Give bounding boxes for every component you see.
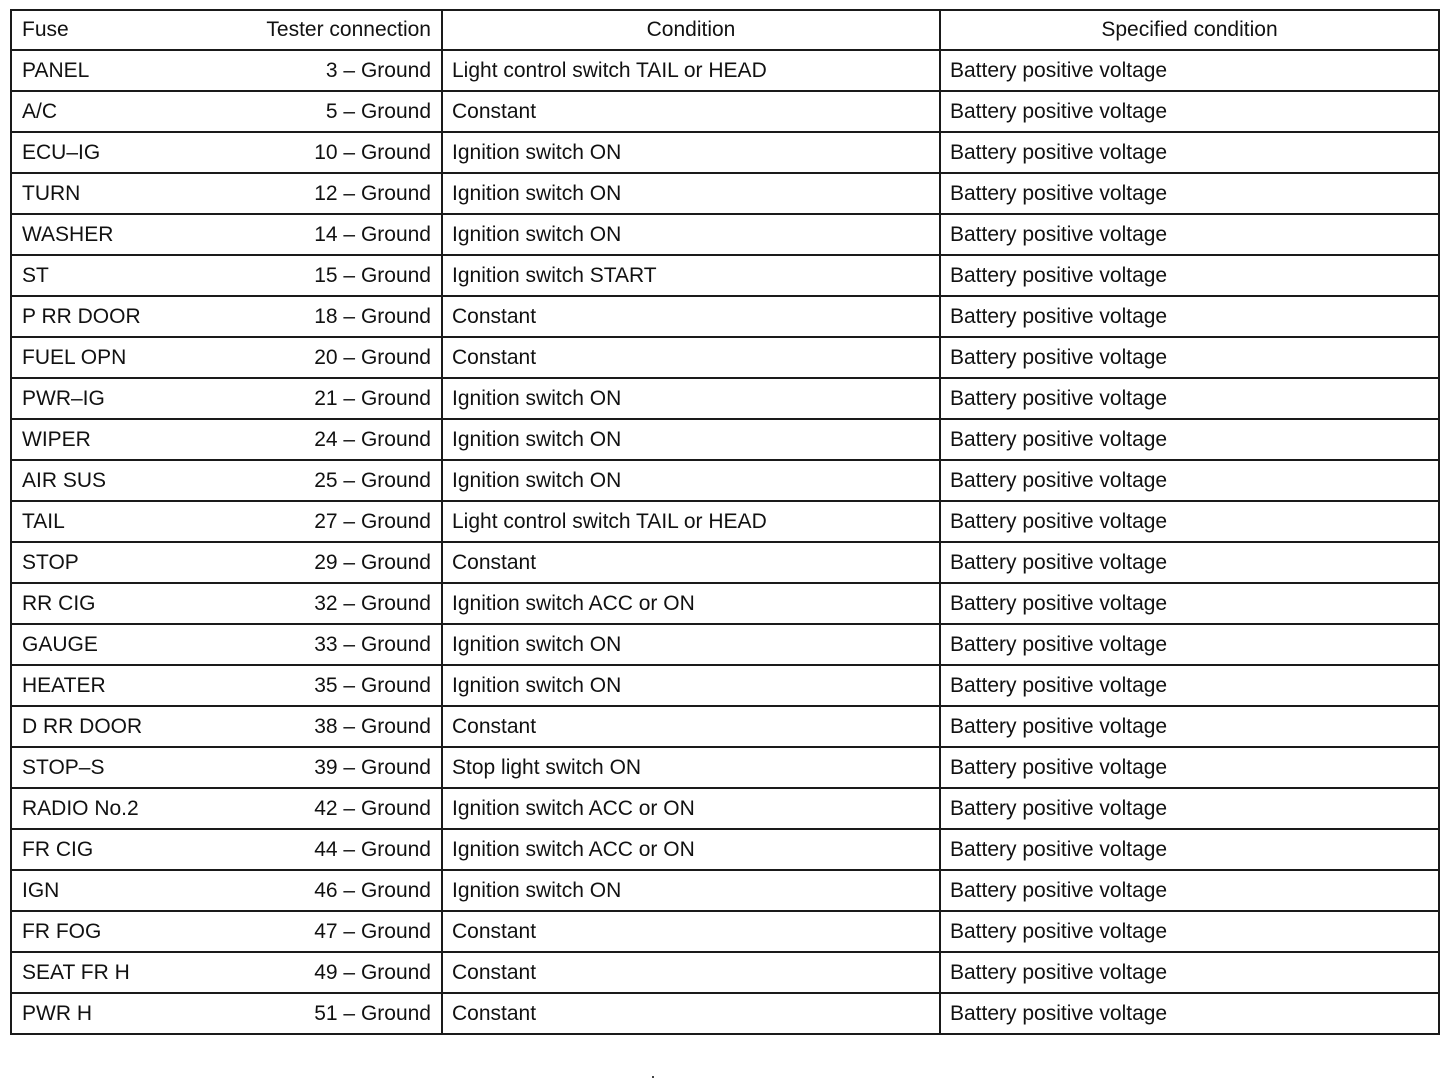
table-row — [11, 706, 1439, 747]
fuse-tester-cell — [11, 542, 442, 583]
tester-connection: 44 – Ground — [314, 837, 431, 861]
specified-condition-cell: Battery positive voltage — [940, 501, 1439, 542]
tester-connection: 14 – Ground — [314, 222, 431, 246]
fuse-inspection-table — [10, 9, 1440, 1035]
fuse-tester-cell — [11, 460, 442, 501]
tester-connection: 38 – Ground — [314, 714, 431, 738]
tester-connection: 47 – Ground — [314, 919, 431, 943]
tester-connection: 46 – Ground — [314, 878, 431, 902]
table-row — [11, 542, 1439, 583]
tester-connection: 29 – Ground — [314, 550, 431, 574]
fuse-name: ECU–IG — [22, 140, 101, 164]
fuse-name: FUEL OPN — [22, 345, 127, 369]
specified-condition-cell: Battery positive voltage — [940, 296, 1439, 337]
fuse-tester-cell — [11, 255, 442, 296]
condition-cell: Ignition switch ACC or ON — [442, 583, 940, 624]
fuse-tester-cell — [11, 214, 442, 255]
tester-connection: 20 – Ground — [314, 345, 431, 369]
condition-cell: Ignition switch ON — [442, 132, 940, 173]
tester-connection: 10 – Ground — [314, 140, 431, 164]
tester-connection: 42 – Ground — [314, 796, 431, 820]
fuse-name: RR CIG — [22, 591, 96, 615]
fuse-tester-cell — [11, 829, 442, 870]
fuse-name: STOP — [22, 550, 79, 574]
fuse-name: AIR SUS — [22, 468, 107, 492]
condition-cell: Constant — [442, 91, 940, 132]
tester-connection: 12 – Ground — [314, 181, 431, 205]
fuse-tester-cell — [11, 624, 442, 665]
fuse-inspection-table-container — [10, 9, 1438, 1035]
tester-connection: 27 – Ground — [314, 509, 431, 533]
fuse-name: IGN — [22, 878, 60, 902]
condition-cell: Constant — [442, 296, 940, 337]
table-row — [11, 214, 1439, 255]
tester-connection: 15 – Ground — [314, 263, 431, 287]
table-row — [11, 296, 1439, 337]
fuse-name: WASHER — [22, 222, 114, 246]
table-row — [11, 829, 1439, 870]
fuse-tester-cell — [11, 50, 442, 91]
specified-condition-cell: Battery positive voltage — [940, 911, 1439, 952]
condition-cell: Stop light switch ON — [442, 747, 940, 788]
specified-condition-cell: Battery positive voltage — [940, 337, 1439, 378]
tester-connection: 3 – Ground — [325, 58, 431, 82]
header-specified-condition: Specified condition — [940, 10, 1439, 50]
table-row — [11, 952, 1439, 993]
condition-cell: Constant — [442, 911, 940, 952]
specified-condition-cell: Battery positive voltage — [940, 993, 1439, 1034]
table-header-row — [11, 10, 1439, 50]
table-row — [11, 91, 1439, 132]
table-row — [11, 173, 1439, 214]
specified-condition-cell: Battery positive voltage — [940, 91, 1439, 132]
condition-cell: Light control switch TAIL or HEAD — [442, 501, 940, 542]
specified-condition-cell: Battery positive voltage — [940, 870, 1439, 911]
condition-cell: Ignition switch ON — [442, 460, 940, 501]
fuse-name: WIPER — [22, 427, 91, 451]
fuse-tester-cell — [11, 173, 442, 214]
table-row — [11, 378, 1439, 419]
fuse-name: TURN — [22, 181, 81, 205]
table-row — [11, 501, 1439, 542]
specified-condition-cell: Battery positive voltage — [940, 132, 1439, 173]
tester-connection: 32 – Ground — [314, 591, 431, 615]
tester-connection: 39 – Ground — [314, 755, 431, 779]
condition-cell: Constant — [442, 337, 940, 378]
condition-cell: Ignition switch ON — [442, 214, 940, 255]
specified-condition-cell: Battery positive voltage — [940, 460, 1439, 501]
table-row — [11, 255, 1439, 296]
fuse-tester-cell — [11, 706, 442, 747]
specified-condition-cell: Battery positive voltage — [940, 665, 1439, 706]
table-row — [11, 460, 1439, 501]
specified-condition-cell: Battery positive voltage — [940, 50, 1439, 91]
condition-cell: Constant — [442, 952, 940, 993]
fuse-name: RADIO No.2 — [22, 796, 139, 820]
condition-cell: Ignition switch ACC or ON — [442, 788, 940, 829]
fuse-name: A/C — [22, 99, 58, 123]
fuse-tester-cell — [11, 91, 442, 132]
table-row — [11, 50, 1439, 91]
table-row — [11, 583, 1439, 624]
tester-connection: 25 – Ground — [314, 468, 431, 492]
fuse-name: PANEL — [22, 58, 90, 82]
fuse-tester-cell — [11, 501, 442, 542]
specified-condition-cell: Battery positive voltage — [940, 255, 1439, 296]
condition-cell: Ignition switch ON — [442, 870, 940, 911]
table-row — [11, 337, 1439, 378]
fuse-name: FR FOG — [22, 919, 102, 943]
condition-cell: Ignition switch ON — [442, 419, 940, 460]
fuse-tester-cell — [11, 747, 442, 788]
fuse-name: PWR–IG — [22, 386, 105, 410]
table-row — [11, 624, 1439, 665]
table-row — [11, 993, 1439, 1034]
fuse-tester-cell — [11, 419, 442, 460]
tester-connection: 24 – Ground — [314, 427, 431, 451]
table-body — [11, 50, 1439, 1034]
specified-condition-cell: Battery positive voltage — [940, 378, 1439, 419]
tester-connection: 33 – Ground — [314, 632, 431, 656]
condition-cell: Constant — [442, 993, 940, 1034]
tester-connection: 35 – Ground — [314, 673, 431, 697]
fuse-tester-cell — [11, 952, 442, 993]
condition-cell: Light control switch TAIL or HEAD — [442, 50, 940, 91]
fuse-name: ST — [22, 263, 49, 287]
tester-connection: 18 – Ground — [314, 304, 431, 328]
condition-cell: Ignition switch ON — [442, 665, 940, 706]
specified-condition-cell: Battery positive voltage — [940, 788, 1439, 829]
header-fuse: Fuse — [22, 18, 69, 41]
condition-cell: Constant — [442, 542, 940, 583]
fuse-name: HEATER — [22, 673, 106, 697]
fuse-tester-cell — [11, 788, 442, 829]
fuse-tester-cell — [11, 337, 442, 378]
fuse-tester-cell — [11, 296, 442, 337]
table-row — [11, 419, 1439, 460]
table-row — [11, 788, 1439, 829]
fuse-name: TAIL — [22, 509, 65, 533]
fuse-name: GAUGE — [22, 632, 98, 656]
header-tester-connection: Tester connection — [266, 18, 431, 41]
specified-condition-cell: Battery positive voltage — [940, 173, 1439, 214]
specified-condition-cell: Battery positive voltage — [940, 706, 1439, 747]
condition-cell: Ignition switch START — [442, 255, 940, 296]
tester-connection: 51 – Ground — [314, 1001, 431, 1025]
specified-condition-cell: Battery positive voltage — [940, 952, 1439, 993]
header-condition: Condition — [442, 10, 940, 50]
fuse-tester-cell — [11, 378, 442, 419]
fuse-tester-cell — [11, 132, 442, 173]
fuse-tester-cell — [11, 583, 442, 624]
fuse-tester-cell — [11, 870, 442, 911]
tester-connection: 5 – Ground — [325, 99, 431, 123]
specified-condition-cell: Battery positive voltage — [940, 747, 1439, 788]
table-row — [11, 911, 1439, 952]
fuse-tester-cell — [11, 911, 442, 952]
scan-speck — [652, 1076, 654, 1078]
fuse-name: STOP–S — [22, 755, 105, 779]
fuse-tester-cell — [11, 665, 442, 706]
specified-condition-cell: Battery positive voltage — [940, 419, 1439, 460]
table-row — [11, 747, 1439, 788]
table-row — [11, 132, 1439, 173]
header-fuse-tester — [11, 10, 442, 50]
specified-condition-cell: Battery positive voltage — [940, 214, 1439, 255]
specified-condition-cell: Battery positive voltage — [940, 583, 1439, 624]
fuse-name: FR CIG — [22, 837, 94, 861]
fuse-name: P RR DOOR — [22, 304, 141, 328]
tester-connection: 21 – Ground — [314, 386, 431, 410]
condition-cell: Constant — [442, 706, 940, 747]
table-row — [11, 665, 1439, 706]
table-row — [11, 870, 1439, 911]
condition-cell: Ignition switch ACC or ON — [442, 829, 940, 870]
fuse-tester-cell — [11, 993, 442, 1034]
specified-condition-cell: Battery positive voltage — [940, 542, 1439, 583]
condition-cell: Ignition switch ON — [442, 624, 940, 665]
fuse-name: PWR H — [22, 1001, 92, 1025]
fuse-name: D RR DOOR — [22, 714, 143, 738]
condition-cell: Ignition switch ON — [442, 378, 940, 419]
specified-condition-cell: Battery positive voltage — [940, 624, 1439, 665]
specified-condition-cell: Battery positive voltage — [940, 829, 1439, 870]
tester-connection: 49 – Ground — [314, 960, 431, 984]
condition-cell: Ignition switch ON — [442, 173, 940, 214]
fuse-name: SEAT FR H — [22, 960, 130, 984]
